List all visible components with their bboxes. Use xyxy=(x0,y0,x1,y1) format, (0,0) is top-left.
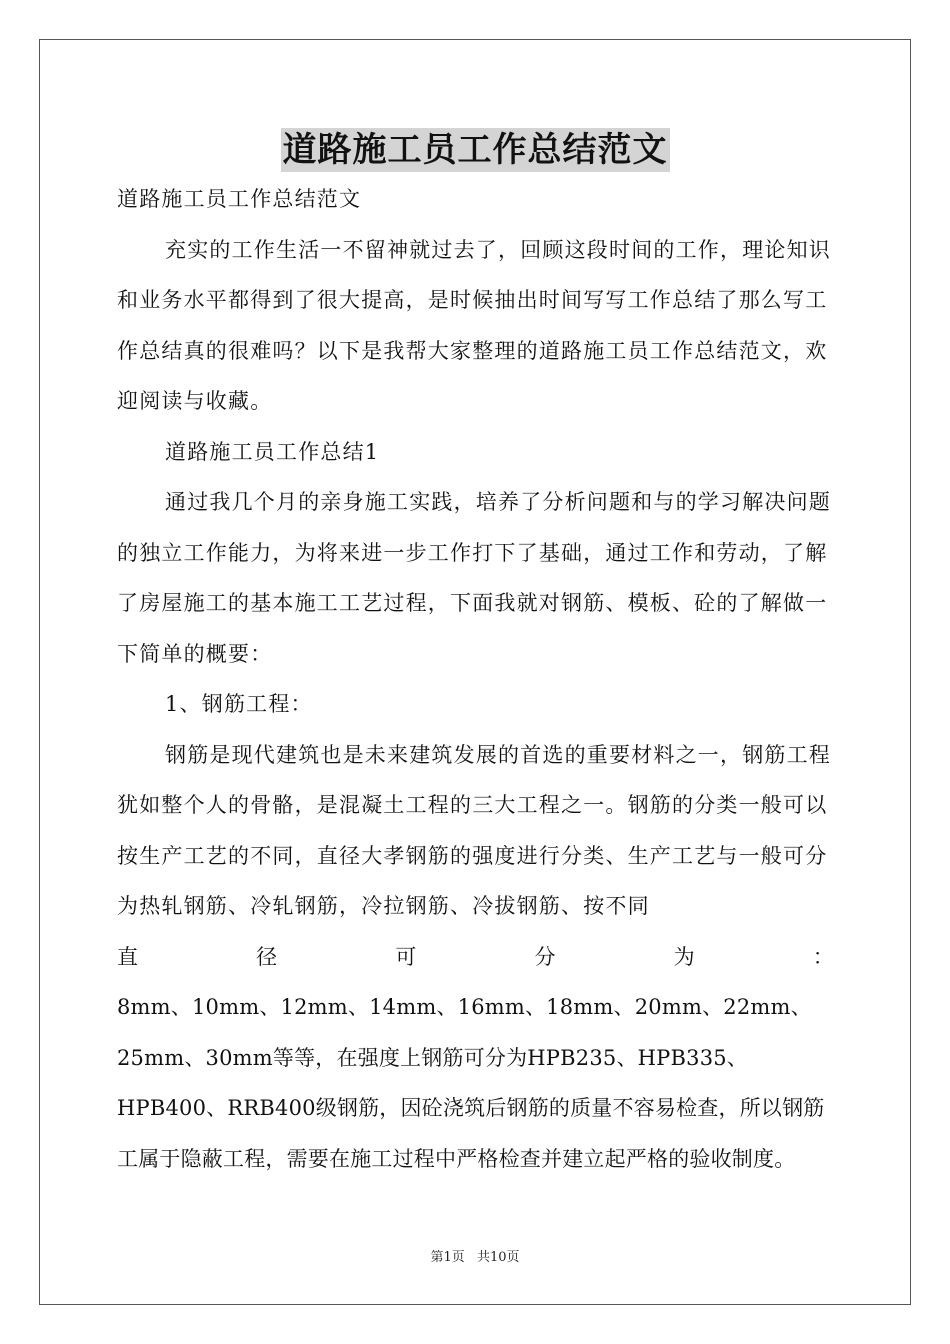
spread-char: 为 xyxy=(673,944,696,969)
spread-char: 分 xyxy=(534,944,557,969)
page-total: 共10页 xyxy=(476,1250,520,1265)
body-paragraph: 通过我几个月的亲身施工实践，培养了分析问题和与的学习解决问题的独立工作能力，为将来进一步工作打下了基础，通过工作和劳动，了解了房屋施工的基本施工工艺过程，下面我就对钢筋、模板、砼的了解做一下简单的概要： xyxy=(117,490,831,666)
continuation-paragraph: 8mm、10mm、12mm、14mm、16mm、18mm、20mm、22mm、25mm、30mm等等，在强度上钢筋可分为HPB235、HPB335、HPB400、RRB400级钢筋，因砼浇筑后钢筋的质量不容易检查，所以钢筋工属于隐蔽工程，需要在施工过程中严格检查并建立起严格的验收制度。 xyxy=(117,995,825,1171)
title-wrap xyxy=(0,128,950,172)
page-footer xyxy=(0,1246,950,1265)
intro-paragraph: 充实的工作生活一不留神就过去了，回顾这段时间的工作，理论知识和业务水平都得到了很大提高，是时候抽出时间写写工作总结了那么写工作总结真的很难吗？以下是我帮大家整理的道路施工员工作总结范文，欢迎阅读与收藏。 xyxy=(117,237,831,413)
spread-char: 径 xyxy=(256,944,279,969)
document-body xyxy=(117,174,835,1184)
steel-paragraph: 钢筋是现代建筑也是未来建筑发展的首选的重要材料之一，钢筋工程犹如整个人的骨骼，是混凝土工程的三大工程之一。钢筋的分类一般可以按生产工艺的不同，直径大孝钢筋的强度进行分类、生产工艺与一般可分为热轧钢筋、冷轧钢筋，冷拉钢筋、冷拔钢筋、按不同 xyxy=(117,742,831,918)
subsection-heading: 1、钢筋工程： xyxy=(165,692,313,716)
document-title: 道路施工员工作总结范文 xyxy=(282,130,668,170)
spread-char: 可 xyxy=(395,944,418,969)
page-number: 第1页 xyxy=(430,1250,465,1265)
spread-char: ： xyxy=(812,944,835,969)
spread-char: 直 xyxy=(117,944,140,969)
spread-line xyxy=(117,932,835,983)
subtitle-line: 道路施工员工作总结范文 xyxy=(117,187,362,211)
section-heading: 道路施工员工作总结1 xyxy=(165,439,380,464)
